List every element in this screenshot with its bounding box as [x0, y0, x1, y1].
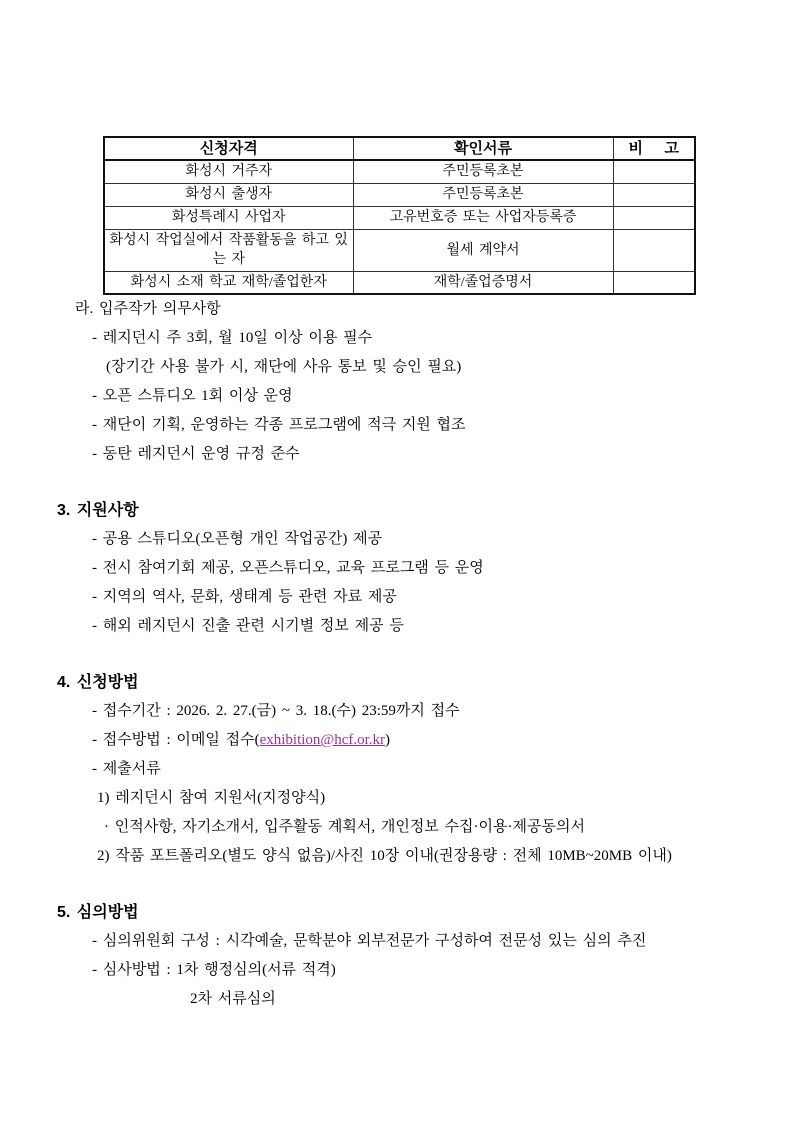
- support-item: - 전시 참여기회 제공, 오픈스튜디오, 교육 프로그램 등 운영: [92, 560, 484, 576]
- support-item: - 해외 레지던시 진출 관련 시기별 정보 제공 등: [92, 618, 404, 634]
- email-link[interactable]: exhibition@hcf.or.kr: [259, 732, 386, 748]
- duty-item: - 레지던시 주 3회, 월 10일 이상 이용 필수: [92, 330, 373, 346]
- qualification-cell: 화성시 소재 학교 재학/졸업한자: [104, 271, 353, 294]
- review-item: - 심사방법 : 1차 행정심의(서류 적격): [92, 962, 336, 978]
- qualification-cell: 화성시 작업실에서 작품활동을 하고 있는 자: [104, 229, 353, 271]
- table-header-row: [104, 137, 695, 160]
- table-row: [104, 271, 695, 294]
- section-duty: [0, 295, 793, 469]
- note-cell: [613, 271, 695, 294]
- application-doc1-detail: · 인적사항, 자기소개서, 입주활동 계획서, 개인정보 수집·이용·제공동의서: [104, 819, 585, 835]
- note-cell: [613, 206, 695, 229]
- application-method-prefix: - 접수방법 : 이메일 접수(: [92, 732, 260, 748]
- review-section-heading: 5. 심의방법: [57, 904, 139, 921]
- note-cell: [613, 183, 695, 206]
- document-cell: 주민등록초본: [353, 183, 613, 206]
- review-item-continuation: 2차 서류심의: [190, 991, 276, 1007]
- document-header: 확인서류: [353, 137, 613, 160]
- eligibility-table: [103, 136, 696, 295]
- application-section-heading: 4. 신청방법: [57, 674, 139, 691]
- duty-item-continuation: (장기간 사용 불가 시, 재단에 사유 통보 및 승인 필요): [106, 359, 462, 375]
- document-cell: 고유번호증 또는 사업자등록증: [353, 206, 613, 229]
- note-header-right: 고: [664, 140, 679, 157]
- support-item: - 지역의 역사, 문화, 생태계 등 관련 자료 제공: [92, 589, 397, 605]
- qualification-header: 신청자격: [104, 137, 353, 160]
- duty-item: - 오픈 스튜디오 1회 이상 운영: [92, 388, 293, 404]
- application-doc2: 2) 작품 포트폴리오(별도 양식 없음)/사진 10장 이내(권장용량 : 전체 10MB~20MB 이내): [97, 848, 672, 864]
- document-cell: 월세 계약서: [353, 229, 613, 271]
- support-item: - 공용 스튜디오(오픈형 개인 작업공간) 제공: [92, 531, 383, 547]
- note-cell: [613, 229, 695, 271]
- application-docs-label: - 제출서류: [92, 761, 161, 777]
- section-application: [0, 668, 793, 871]
- qualification-cell: 화성특례시 사업자: [104, 206, 353, 229]
- note-header-left: 비: [628, 140, 643, 157]
- table-row: [104, 183, 695, 206]
- application-method: [92, 726, 793, 755]
- note-cell: [613, 160, 695, 183]
- duty-item: - 재단이 기획, 운영하는 각종 프로그램에 적극 지원 협조: [92, 417, 466, 433]
- support-section-heading: 3. 지원사항: [57, 502, 139, 519]
- table-row: [104, 229, 695, 271]
- document-body: [0, 295, 793, 1014]
- document-cell: 재학/졸업증명서: [353, 271, 613, 294]
- qualification-cell: 화성시 출생자: [104, 183, 353, 206]
- section-review: [0, 898, 793, 1014]
- section-support: [0, 496, 793, 641]
- table-row: [104, 206, 695, 229]
- application-method-suffix: ): [385, 732, 391, 748]
- qualification-cell: 화성시 거주자: [104, 160, 353, 183]
- application-doc1: 1) 레지던시 참여 지원서(지정양식): [97, 790, 326, 806]
- table-row: [104, 160, 695, 183]
- note-header: [613, 137, 695, 160]
- duty-item: - 동탄 레지던시 운영 규정 준수: [92, 446, 300, 462]
- document-cell: 주민등록초본: [353, 160, 613, 183]
- application-period: - 접수기간 : 2026. 2. 27.(금) ~ 3. 18.(수) 23:59까지 접수: [92, 703, 460, 719]
- review-item: - 심의위원회 구성 : 시각예술, 문학분야 외부전문가 구성하여 전문성 있는 심의 추진: [92, 933, 647, 949]
- duty-section-heading: 라. 입주작가 의무사항: [75, 301, 221, 317]
